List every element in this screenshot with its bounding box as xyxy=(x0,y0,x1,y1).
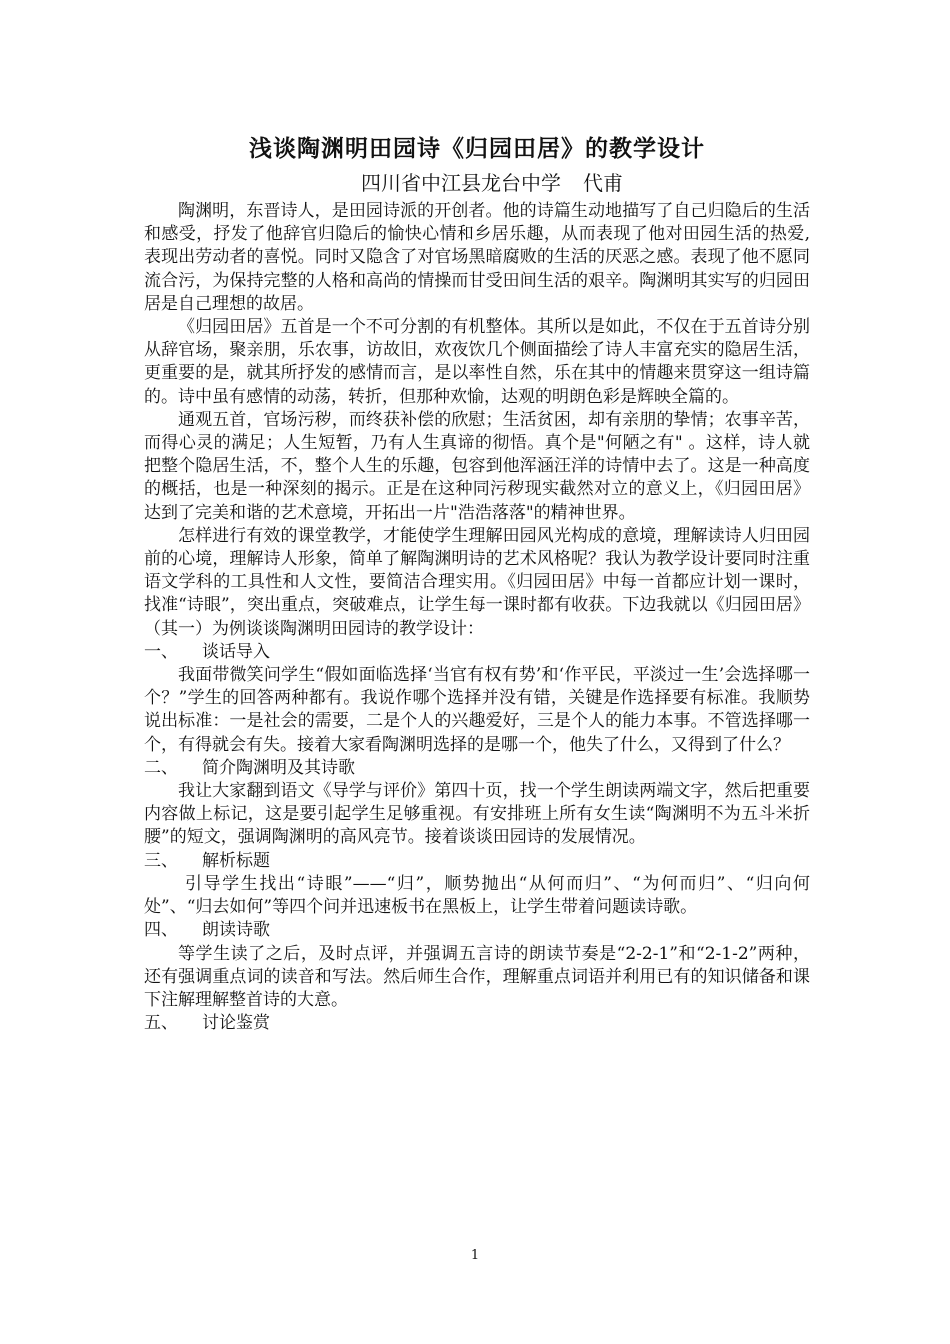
section-number: 一、 xyxy=(144,641,178,662)
intro-paragraph: 通观五首，官场污秽，而终获补偿的欣慰；生活贫困，却有亲朋的挚情；农事辛苦，而得心灵的满足；人生短暂，乃有人生真谛的彻悟。真个是"何陋之有" 。这样，诗人就把整个隐居生活，不，整个人生的乐趣，包容到他浑涵汪洋的诗情中去了。这是一种高度的概括，也是一种深刻的揭示。正是在这种同污秽现实截然对立的意义上，《归园田居》达到了完美和谐的艺术意境，开拓出一片"浩浩落落"的精神世界。 xyxy=(144,409,810,523)
section-paragraph: 我让大家翻到语文《导学与评价》第四十页，找一个学生朗读两端文字，然后把重要内容做上标记，这是要引起学生足够重视。有安排班上所有女生读“陶渊明不为五斗米折腰”的短文，强调陶渊明的高风亮节。接着谈谈田园诗的发展情况。 xyxy=(144,781,810,848)
intro-paragraph: 《归园田居》五首是一个不可分割的有机整体。其所以是如此，不仅在于五首诗分别从辞官场，聚亲朋，乐农事，访故旧，欢夜饮几个侧面描绘了诗人丰富充实的隐居生活，更重要的是，就其所抒发的感情而言，是以率性自然，乐在其中的情趣来贯穿这一组诗篇的。诗中虽有感情的动荡，转折，但那种欢愉，达观的明朗色彩是辉映全篇的。 xyxy=(144,317,810,407)
page-number: 1 xyxy=(470,1248,480,1263)
section-paragraph: 引导学生找出“诗眼”——“归”，顺势抛出“从何而归”、“为何而归”、“归向何处”、“归去如何”等四个问并迅速板书在黑板上，让学生带着问题读诗歌。 xyxy=(144,873,811,918)
section-heading xyxy=(144,641,810,664)
section-heading xyxy=(144,919,810,942)
section-title: 朗读诗歌 xyxy=(202,920,270,941)
intro-paragraph: 陶渊明，东晋诗人，是田园诗派的开创者。他的诗篇生动地描写了自己归隐后的生活和感受，抒发了他辞官归隐后的愉快心情和乡居乐趣，从而表现了他对田园生活的热爱,表现出劳动者的喜悦。同时又隐含了对官场黑暗腐败的生活的厌恶之感。表现了他不愿同流合污，为保持完整的人格和高尚的情操而甘受田间生活的艰辛。陶渊明其实写的归园田居是自己理想的故居。 xyxy=(144,201,810,314)
section-paragraph: 等学生读了之后，及时点评，并强调五言诗的朗读节奏是“2-2-1”和“2-1-2”两种，还有强调重点词的读音和写法。然后师生合作，理解重点词语并利用已有的知识储备和课下注解理解整首诗的大意。 xyxy=(144,943,810,1010)
section-heading xyxy=(144,850,810,873)
section-paragraph: 我面带微笑问学生“假如面临选择‘当官有权有势’和‘作平民，平淡过一生’会选择哪一个？”学生的回答两种都有。我说作哪个选择并没有错，关键是作选择要有标准。我顺势说出标准：一是社会的需要，二是个人的兴趣爱好，三是个人的能力本事。不管选择哪一个，有得就会有失。接着大家看陶渊明选择的是哪一个，他失了什么，又得到了什么？ xyxy=(144,665,810,755)
section-heading xyxy=(144,757,810,780)
section-title: 讨论鉴赏 xyxy=(202,1013,270,1034)
intro-paragraph: 怎样进行有效的课堂教学，才能使学生理解田园风光构成的意境，理解读诗人归田园前的心境，理解诗人形象，简单了解陶渊明诗的艺术风格呢？我认为教学设计要同时注重语文学科的工具性和人文性，要简洁合理实用。《归园田居》中每一首都应计划一课时，找准“诗眼”，突出重点，突破难点，让学生每一课时都有收获。下边我就以《归园田居》（其一）为例谈谈陶渊明田园诗的教学设计： xyxy=(144,525,810,639)
section-title: 简介陶渊明及其诗歌 xyxy=(202,757,355,778)
section-heading xyxy=(144,1012,810,1035)
document-title: 浅谈陶渊明田园诗《归园田居》的教学设计 xyxy=(249,135,705,162)
section-title: 谈话导入 xyxy=(202,641,270,662)
section-title: 解析标题 xyxy=(202,850,270,871)
author-organization: 四川省中江县龙台中学 xyxy=(361,171,561,195)
author-name: 代甫 xyxy=(583,171,623,195)
author-line xyxy=(144,168,810,198)
section-number: 五、 xyxy=(144,1013,178,1034)
section-number: 三、 xyxy=(144,850,178,871)
section-number: 四、 xyxy=(144,920,178,941)
section-number: 二、 xyxy=(144,757,178,778)
